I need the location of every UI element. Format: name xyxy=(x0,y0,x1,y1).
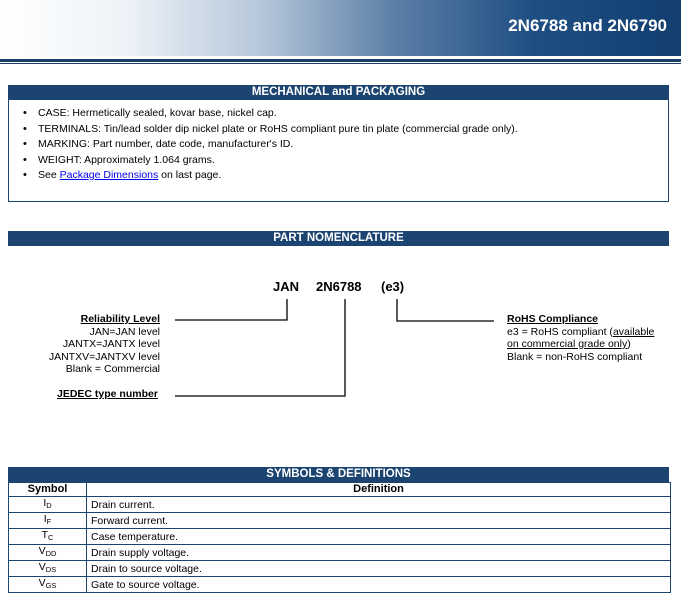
definition-cell: Case temperature. xyxy=(87,529,671,545)
rohs-compliance-block xyxy=(507,313,677,363)
definition-cell: Drain current. xyxy=(87,497,671,513)
table-row xyxy=(9,497,671,513)
symbol-main: V xyxy=(38,577,46,589)
symbol-cell xyxy=(9,513,87,529)
symbol-cell xyxy=(9,497,87,513)
definition-cell: Gate to source voltage. xyxy=(87,577,671,593)
reliability-connector xyxy=(175,299,287,320)
symbol-main: I xyxy=(43,497,47,509)
symbol-cell xyxy=(9,545,87,561)
rohs-available-text: available xyxy=(612,325,655,338)
part-suffix: (e3) xyxy=(381,279,405,294)
definition-cell: Drain to source voltage. xyxy=(87,561,671,577)
nomenclature-section-title: PART NOMENCLATURE xyxy=(8,231,669,246)
table-row xyxy=(9,577,671,593)
rohs-commercial-suffix: ) xyxy=(627,338,631,350)
rohs-commercial-text: on commercial grade only xyxy=(507,338,628,350)
definition-cell: Drain supply voltage. xyxy=(87,545,671,561)
jedec-connector xyxy=(175,299,345,396)
symbol-main: T xyxy=(41,529,48,541)
table-row xyxy=(9,529,671,545)
symbol-subscript: D xyxy=(46,501,52,510)
table-row xyxy=(9,561,671,577)
reliability-level-block xyxy=(20,313,160,376)
symbols-table xyxy=(8,482,671,593)
mechanical-section-title: MECHANICAL and PACKAGING xyxy=(8,85,669,100)
mechanical-item-weight: • WEIGHT: Approximately 1.064 grams. xyxy=(38,153,668,169)
symbol-subscript: GS xyxy=(45,581,57,590)
reliability-line-jantx: JANTX=JANTX level xyxy=(62,338,160,350)
rohs-line-e3-prefix: e3 = RoHS compliant ( xyxy=(507,325,613,338)
reliability-line-jan: JAN=JAN level xyxy=(89,325,160,338)
symbol-column-header: Symbol xyxy=(9,483,87,497)
symbol-cell xyxy=(9,577,87,593)
mechanical-item-terminals: • TERMINALS: Tin/lead solder dip nickel plate or RoHS compliant pure tin plate (commercial grade only). xyxy=(38,122,668,138)
table-row xyxy=(9,513,671,529)
package-dimensions-link[interactable]: Package Dimensions xyxy=(59,169,159,181)
symbol-subscript: DS xyxy=(45,565,57,574)
table-row xyxy=(9,545,671,561)
reliability-line-blank: Blank = Commercial xyxy=(65,363,160,375)
reliability-level-heading: Reliability Level xyxy=(80,313,160,325)
rohs-line-e3 xyxy=(507,326,677,339)
part-prefix: JAN xyxy=(273,279,300,294)
document-title: 2N6788 and 2N6790 xyxy=(508,16,667,35)
symbol-cell xyxy=(9,529,87,545)
definition-cell: Forward current. xyxy=(87,513,671,529)
reliability-line-jantxv: JANTXV=JANTXV level xyxy=(48,350,160,363)
definition-column-header: Definition xyxy=(87,483,671,497)
symbol-main: V xyxy=(38,561,46,573)
symbol-main: V xyxy=(38,545,46,557)
see-prefix: See xyxy=(38,169,60,181)
symbol-subscript: C xyxy=(48,533,54,542)
jedec-type-heading: JEDEC type number xyxy=(57,388,158,400)
symbols-header-row xyxy=(9,483,671,497)
symbol-main: I xyxy=(43,513,47,525)
symbols-section-title: SYMBOLS & DEFINITIONS xyxy=(8,467,669,482)
rohs-compliance-heading: RoHS Compliance xyxy=(507,313,599,325)
mechanical-item-case: • CASE: Hermetically sealed, kovar base, nickel cap. xyxy=(38,106,668,122)
rohs-line-blank: Blank = non-RoHS compliant xyxy=(507,350,643,363)
symbol-cell xyxy=(9,561,87,577)
mechanical-item-marking: • MARKING: Part number, date code, manufacturer's ID. xyxy=(38,137,668,153)
symbol-subscript: DD xyxy=(45,549,57,558)
symbol-subscript: F xyxy=(46,517,52,526)
part-number: 2N6788 xyxy=(316,279,362,294)
rohs-connector xyxy=(397,299,494,321)
rohs-line-commercial xyxy=(507,338,677,351)
see-suffix: on last page. xyxy=(158,169,222,181)
